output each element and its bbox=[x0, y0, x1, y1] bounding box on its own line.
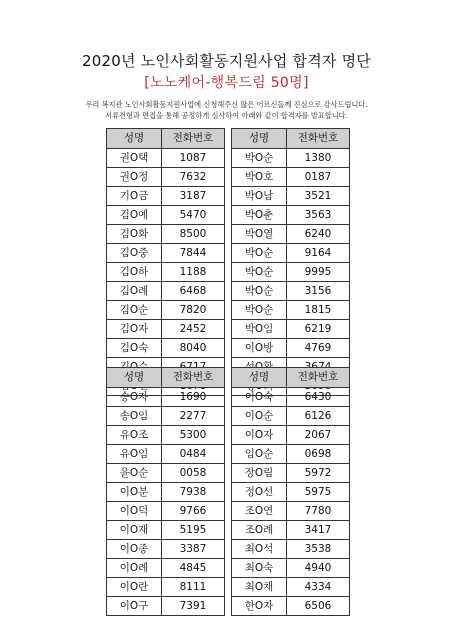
cell-phone: 3187 bbox=[162, 187, 225, 206]
cell-name: 박O열 bbox=[232, 225, 287, 244]
cell-name: 송O자 bbox=[107, 388, 162, 407]
table-row bbox=[232, 301, 350, 320]
column-header-phone: 전화번호 bbox=[162, 368, 225, 388]
cell-phone: 7780 bbox=[287, 502, 350, 521]
cell-name: 정O선 bbox=[232, 483, 287, 502]
table-row bbox=[107, 540, 225, 559]
cell-phone: 1690 bbox=[162, 388, 225, 407]
table-row bbox=[107, 187, 225, 206]
table-row bbox=[232, 263, 350, 282]
cell-name: 이O구 bbox=[107, 597, 162, 616]
table-row bbox=[107, 464, 225, 483]
table-row bbox=[232, 388, 350, 407]
cell-phone: 4845 bbox=[162, 559, 225, 578]
table-row bbox=[107, 407, 225, 426]
table-row bbox=[232, 540, 350, 559]
table-row bbox=[232, 168, 350, 187]
cell-name: 최O채 bbox=[232, 578, 287, 597]
column-header-phone: 전화번호 bbox=[287, 129, 350, 149]
cell-name: 조O연 bbox=[232, 502, 287, 521]
table-row bbox=[232, 578, 350, 597]
cell-name: 박O순 bbox=[232, 282, 287, 301]
cell-name: 기O금 bbox=[107, 187, 162, 206]
cell-name: 김O화 bbox=[107, 225, 162, 244]
table-row bbox=[232, 244, 350, 263]
table-row bbox=[232, 320, 350, 339]
cell-phone: 3521 bbox=[287, 187, 350, 206]
table-row bbox=[232, 339, 350, 358]
cell-name: 박O순 bbox=[232, 301, 287, 320]
cell-name: 김O순 bbox=[107, 301, 162, 320]
table-row bbox=[232, 597, 350, 616]
cell-phone: 8040 bbox=[162, 339, 225, 358]
cell-phone: 8111 bbox=[162, 578, 225, 597]
cell-name: 이O분 bbox=[107, 483, 162, 502]
cell-phone: 6240 bbox=[287, 225, 350, 244]
cell-name: 이O순 bbox=[232, 407, 287, 426]
cell-phone: 8500 bbox=[162, 225, 225, 244]
column-header-name: 성명 bbox=[107, 129, 162, 149]
cell-name: 권O정 bbox=[107, 168, 162, 187]
cell-name: 조O례 bbox=[232, 521, 287, 540]
cell-phone: 6126 bbox=[287, 407, 350, 426]
cell-phone: 5972 bbox=[287, 464, 350, 483]
table-header-row bbox=[232, 368, 350, 388]
cell-phone: 9766 bbox=[162, 502, 225, 521]
table-row bbox=[107, 320, 225, 339]
table-row bbox=[107, 483, 225, 502]
table-row bbox=[232, 426, 350, 445]
column-header-phone: 전화번호 bbox=[287, 368, 350, 388]
table-row bbox=[107, 301, 225, 320]
table-row bbox=[232, 187, 350, 206]
cell-phone: 5300 bbox=[162, 426, 225, 445]
cell-name: 김O례 bbox=[107, 282, 162, 301]
cell-name: 이O재 bbox=[107, 521, 162, 540]
cell-phone: 3538 bbox=[287, 540, 350, 559]
cell-phone: 9995 bbox=[287, 263, 350, 282]
cell-name: 김O중 bbox=[107, 244, 162, 263]
cell-name: 임O순 bbox=[232, 445, 287, 464]
cell-phone: 5470 bbox=[162, 206, 225, 225]
cell-phone: 0484 bbox=[162, 445, 225, 464]
cell-name: 최O석 bbox=[232, 540, 287, 559]
cell-name: 이O덕 bbox=[107, 502, 162, 521]
cell-name: 이O숙 bbox=[232, 388, 287, 407]
intro-line: 우리 복지관 노인사회활동지원사업에 신청해주신 많은 어르신들께 진심으로 감사드립니다. bbox=[85, 100, 368, 109]
document-subtitle: [노노케어-행복드림 50명] bbox=[144, 75, 309, 91]
cell-phone: 2067 bbox=[287, 426, 350, 445]
cell-name: 박O순 bbox=[232, 244, 287, 263]
cell-phone: 0698 bbox=[287, 445, 350, 464]
table-row bbox=[107, 282, 225, 301]
table-row bbox=[232, 483, 350, 502]
table-row bbox=[232, 502, 350, 521]
table-row bbox=[107, 388, 225, 407]
cell-phone: 6219 bbox=[287, 320, 350, 339]
cell-name: 박O호 bbox=[232, 168, 287, 187]
cell-phone: 4769 bbox=[287, 339, 350, 358]
cell-name: 김O예 bbox=[107, 206, 162, 225]
cell-name: 이O례 bbox=[107, 559, 162, 578]
table-row bbox=[107, 521, 225, 540]
table-row bbox=[107, 339, 225, 358]
table-row bbox=[107, 578, 225, 597]
cell-phone: 1815 bbox=[287, 301, 350, 320]
column-header-name: 성명 bbox=[232, 368, 287, 388]
column-header-name: 성명 bbox=[232, 129, 287, 149]
cell-phone: 3156 bbox=[287, 282, 350, 301]
table-header-row bbox=[107, 368, 225, 388]
cell-phone: 0187 bbox=[287, 168, 350, 187]
cell-phone: 7820 bbox=[162, 301, 225, 320]
cell-name: 한O자 bbox=[232, 597, 287, 616]
table-row bbox=[107, 206, 225, 225]
table-row bbox=[107, 244, 225, 263]
cell-name: 이O란 bbox=[107, 578, 162, 597]
document-title: 2020년 노인사회활동지원사업 합격자 명단 bbox=[82, 52, 371, 70]
cell-name: 유O임 bbox=[107, 445, 162, 464]
cell-phone: 0058 bbox=[162, 464, 225, 483]
cell-name: 이O종 bbox=[107, 540, 162, 559]
cell-phone: 5195 bbox=[162, 521, 225, 540]
intro-line: 서류전형과 면접을 통해 공정하게 심사하여 아래와 같이 합격자를 발표합니다. bbox=[105, 111, 348, 120]
table-row bbox=[232, 559, 350, 578]
table-row bbox=[107, 502, 225, 521]
table-row bbox=[107, 149, 225, 168]
cell-name: 윤O순 bbox=[107, 464, 162, 483]
cell-name: 최O숙 bbox=[232, 559, 287, 578]
cell-phone: 6430 bbox=[287, 388, 350, 407]
cell-phone: 2277 bbox=[162, 407, 225, 426]
cell-phone: 6506 bbox=[287, 597, 350, 616]
cell-name: 박O춘 bbox=[232, 206, 287, 225]
cell-phone: 1188 bbox=[162, 263, 225, 282]
table-row bbox=[107, 263, 225, 282]
cell-phone: 4334 bbox=[287, 578, 350, 597]
cell-phone: 6468 bbox=[162, 282, 225, 301]
table-row bbox=[107, 426, 225, 445]
cell-phone: 9164 bbox=[287, 244, 350, 263]
cell-name: 박O남 bbox=[232, 187, 287, 206]
roster-table-upper-left bbox=[106, 128, 225, 396]
cell-name: 김O숙 bbox=[107, 339, 162, 358]
table-row bbox=[232, 225, 350, 244]
intro-text bbox=[0, 99, 453, 121]
roster-table-lower-left bbox=[106, 367, 225, 616]
table-row bbox=[107, 225, 225, 244]
roster-table-lower-right bbox=[231, 367, 350, 616]
cell-phone: 2452 bbox=[162, 320, 225, 339]
roster-table-upper-right bbox=[231, 128, 350, 396]
cell-name: 김O하 bbox=[107, 263, 162, 282]
cell-phone: 7632 bbox=[162, 168, 225, 187]
cell-phone: 1380 bbox=[287, 149, 350, 168]
cell-name: 권O택 bbox=[107, 149, 162, 168]
cell-name: 이O방 bbox=[232, 339, 287, 358]
table-row bbox=[232, 407, 350, 426]
table-row bbox=[232, 282, 350, 301]
table-row bbox=[232, 464, 350, 483]
cell-phone: 4940 bbox=[287, 559, 350, 578]
cell-phone: 1087 bbox=[162, 149, 225, 168]
cell-name: 김O자 bbox=[107, 320, 162, 339]
cell-name: 이O자 bbox=[232, 426, 287, 445]
cell-phone: 7844 bbox=[162, 244, 225, 263]
table-row bbox=[232, 445, 350, 464]
table-row bbox=[107, 445, 225, 464]
table-header-row bbox=[107, 129, 225, 149]
table-row bbox=[232, 521, 350, 540]
cell-name: 유O조 bbox=[107, 426, 162, 445]
cell-phone: 7938 bbox=[162, 483, 225, 502]
table-row bbox=[232, 206, 350, 225]
table-row bbox=[107, 597, 225, 616]
cell-name: 박O임 bbox=[232, 320, 287, 339]
cell-phone: 5975 bbox=[287, 483, 350, 502]
cell-name: 송O임 bbox=[107, 407, 162, 426]
column-header-phone: 전화번호 bbox=[162, 129, 225, 149]
table-row bbox=[107, 559, 225, 578]
cell-name: 박O순 bbox=[232, 149, 287, 168]
table-header-row bbox=[232, 129, 350, 149]
cell-phone: 3563 bbox=[287, 206, 350, 225]
table-row bbox=[232, 149, 350, 168]
cell-name: 장O림 bbox=[232, 464, 287, 483]
cell-phone: 3387 bbox=[162, 540, 225, 559]
cell-name: 박O순 bbox=[232, 263, 287, 282]
table-row bbox=[107, 168, 225, 187]
cell-phone: 3417 bbox=[287, 521, 350, 540]
cell-phone: 7391 bbox=[162, 597, 225, 616]
column-header-name: 성명 bbox=[107, 368, 162, 388]
